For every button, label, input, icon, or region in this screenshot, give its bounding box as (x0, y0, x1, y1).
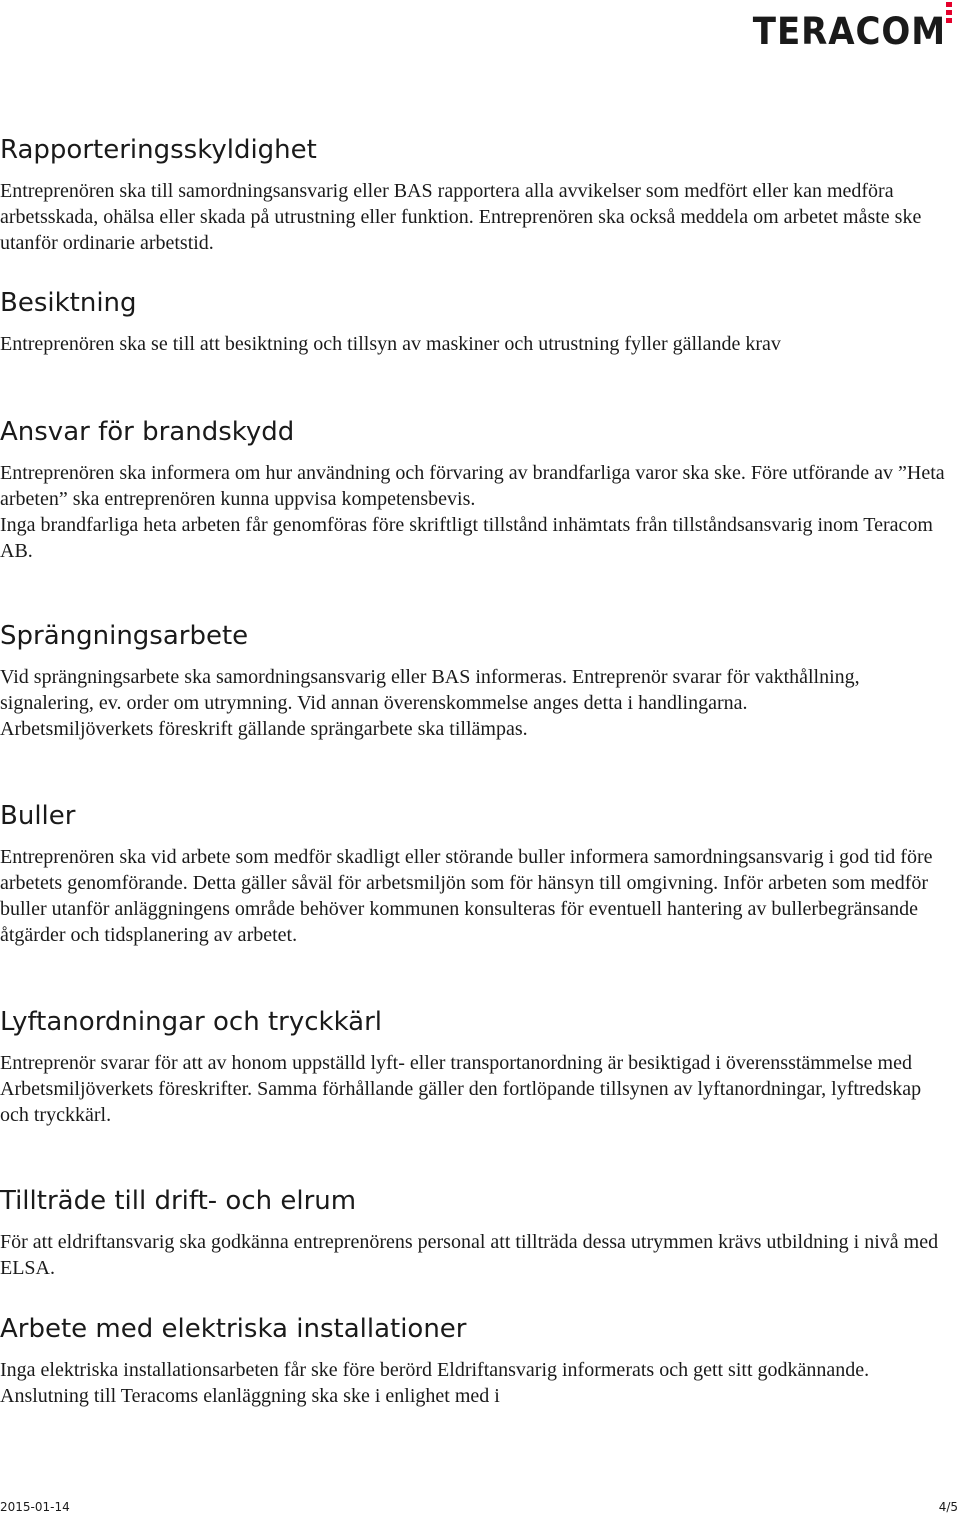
section-besiktning (0, 287, 950, 357)
paragraph: Entreprenören ska informera om hur användning och förvaring av brandfarliga varor ska ske. Före utförande av ”Heta arbeten” ska entreprenören kunna uppvisa kompetensbevis. (0, 462, 945, 510)
section-heading: Rapporteringsskyldighet (0, 135, 317, 165)
paragraph: För att eldriftansvarig ska godkänna entreprenörens personal att tillträda dessa utrymmen krävs utbildning i nivå med ELSA. (0, 1231, 939, 1279)
section-text (0, 1050, 950, 1128)
paragraph: Arbetsmiljöverkets föreskrift gällande sprängarbete ska tillämpas. (0, 718, 528, 740)
paragraph: Entreprenören ska vid arbete som medför skadligt eller störande buller informera samordningsansvarig i god tid före arbetets genomförande. Detta gäller såväl för arbetsmiljön som för hänsyn till omgivning. Inför arbeten som medför buller utanför anläggningens område behöver kommunen konsulteras för eventuell hantering av bullerbegränsande åtgärder och tidsplanering av arbetet. (0, 846, 933, 946)
paragraph: Vid sprängningsarbete ska samordningsansvarig eller BAS informeras. Entreprenör svarar för vakthållning, signalering, ev. order om utrymning. Vid annan överenskommelse anges detta i handlingarna. (0, 666, 860, 714)
paragraph: Entreprenör svarar för att av honom uppställd lyft- eller transportanordning är besiktigad i överensstämmelse med Arbetsmiljöverkets föreskrifter. Samma förhållande gäller den fortlöpande tillsynen av lyftanordningar, lyftredskap och tryckkärl. (0, 1052, 922, 1126)
teracom-logo (736, 10, 946, 54)
section-heading: Lyftanordningar och tryckkärl (0, 1007, 383, 1037)
section-text (0, 460, 950, 564)
paragraph: Entreprenören ska se till att besiktning och tillsyn av maskiner och utrustning fyller gällande krav (0, 333, 781, 355)
section-sprangningsarbete (0, 620, 950, 742)
section-lyftanordningar (0, 1006, 950, 1128)
section-ansvar-for-brandskydd (0, 416, 950, 564)
section-text (0, 664, 950, 742)
paragraph: Entreprenören ska till samordningsansvarig eller BAS rapportera alla avvikelser som medfört eller kan medföra arbetsskada, ohälsa eller skada på utrustning eller funktion. Entreprenören ska också meddela om arbetet måste ske utanför ordinarie arbetstid. (0, 180, 922, 254)
section-heading: Sprängningsarbete (0, 621, 249, 651)
section-heading: Arbete med elektriska installationer (0, 1314, 467, 1344)
section-rapporteringsskyldighet (0, 134, 950, 256)
section-elektriska-installationer (0, 1313, 950, 1409)
section-heading: Tillträde till drift- och elrum (0, 1186, 357, 1216)
section-heading: Besiktning (0, 288, 137, 318)
section-text (0, 178, 950, 256)
section-tilltrade (0, 1185, 950, 1281)
paragraph: Inga brandfarliga heta arbeten får genomföras före skriftligt tillstånd inhämtats från tillståndsansvarig inom Teracom AB. (0, 514, 933, 562)
page-number: 4/5 (938, 1500, 958, 1514)
section-text (0, 331, 950, 357)
section-text (0, 844, 950, 948)
section-text (0, 1357, 950, 1409)
section-buller (0, 800, 950, 948)
footer-date: 2015-01-14 (0, 1500, 70, 1514)
section-text (0, 1229, 950, 1281)
paragraph: Inga elektriska installationsarbeten får ske före berörd Eldriftansvarig informerats och gett sitt godkännande. Anslutning till Teracoms elanläggning ska ske i enlighet med i (0, 1359, 870, 1407)
section-heading: Buller (0, 801, 76, 831)
logo-accent-icon (944, 2, 954, 24)
logo-wordmark: TERACOM (752, 10, 946, 53)
section-heading: Ansvar för brandskydd (0, 417, 295, 447)
